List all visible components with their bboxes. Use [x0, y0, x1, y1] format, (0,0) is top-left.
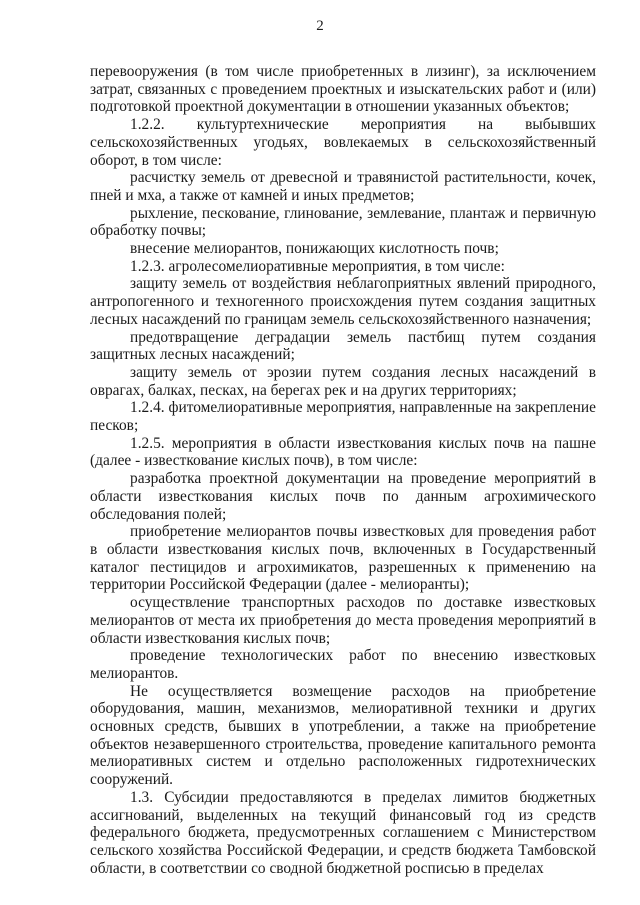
- paragraph: защиту земель от воздействия неблагоприятных явлений природного, антропогенного и техногенного происхождения путем создания защитных лесных насаждений по границам земель сельскохозяйственного назначения;: [90, 275, 596, 328]
- paragraph: разработка проектной документации на проведение мероприятий в области известкования кислых почв по данным агрохимического обследования полей;: [90, 470, 596, 523]
- paragraph: расчистку земель от древесной и травянистой растительности, кочек, пней и мха, а также от камней и иных предметов;: [90, 169, 596, 204]
- paragraph: проведение технологических работ по внесению известковых мелиорантов.: [90, 647, 596, 682]
- paragraph: 1.2.2. культуртехнические мероприятия на выбывших сельскохозяйственных угодьях, вовлекаемых в сельскохозяйственный оборот, в том числе:: [90, 116, 596, 169]
- page-number: 2: [316, 18, 324, 34]
- paragraph: Не осуществляется возмещение расходов на приобретение оборудования, машин, механизмов, мелиоративной техники и других основных средств, бывших в употреблении, а также на приобретение объектов незавершенного строительства, проведение капитального ремонта мелиоративных систем и отдельно расположенных гидротехнических сооружений.: [90, 682, 596, 789]
- paragraph: 1.2.4. фитомелиоративные мероприятия, направленные на закрепление песков;: [90, 399, 596, 435]
- paragraph: перевооружения (в том числе приобретенных в лизинг), за исключением затрат, связанных с проведением проектных и изыскательских работ и (или) подготовкой проектной документации в отношении указанных объектов;: [90, 63, 596, 116]
- paragraph: рыхление, пескование, глинование, землевание, плантаж и первичную обработку почвы;: [90, 204, 596, 240]
- paragraph: осуществление транспортных расходов по доставке известковых мелиорантов от места их приобретения до места проведения мероприятий в области известкования кислых почв;: [90, 594, 596, 647]
- paragraph: приобретение мелиорантов почвы известковых для проведения работ в области известкования кислых почв, включенных в Государственный каталог пестицидов и агрохимикатов, разрешенных к применению на территории Российской Федерации (далее - мелиоранты);: [90, 523, 596, 594]
- paragraph: 1.2.3. агролесомелиоративные мероприятия, в том числе:: [130, 257, 505, 275]
- paragraph: внесение мелиорантов, понижающих кислотность почв;: [130, 240, 499, 258]
- document-body: [90, 63, 596, 877]
- paragraph: 1.2.5. мероприятия в области известкования кислых почв на пашне (далее - известкование кислых почв), в том числе:: [90, 434, 596, 470]
- paragraph: 1.3. Субсидии предоставляются в пределах лимитов бюджетных ассигнований, выделенных на текущий финансовый год из средств федерального бюджета, предусмотренных соглашением с Министерством сельского хозяйства Российской Федерации, и средств бюджета Тамбовской области, в соответствии со сводной бюджетной росписью в пределах: [90, 788, 596, 877]
- paragraph: защиту земель от эрозии путем создания лесных насаждений в оврагах, балках, песках, на берегах рек и на других территориях;: [90, 363, 596, 399]
- paragraph: предотвращение деградации земель пастбищ путем создания защитных лесных насаждений;: [90, 328, 596, 364]
